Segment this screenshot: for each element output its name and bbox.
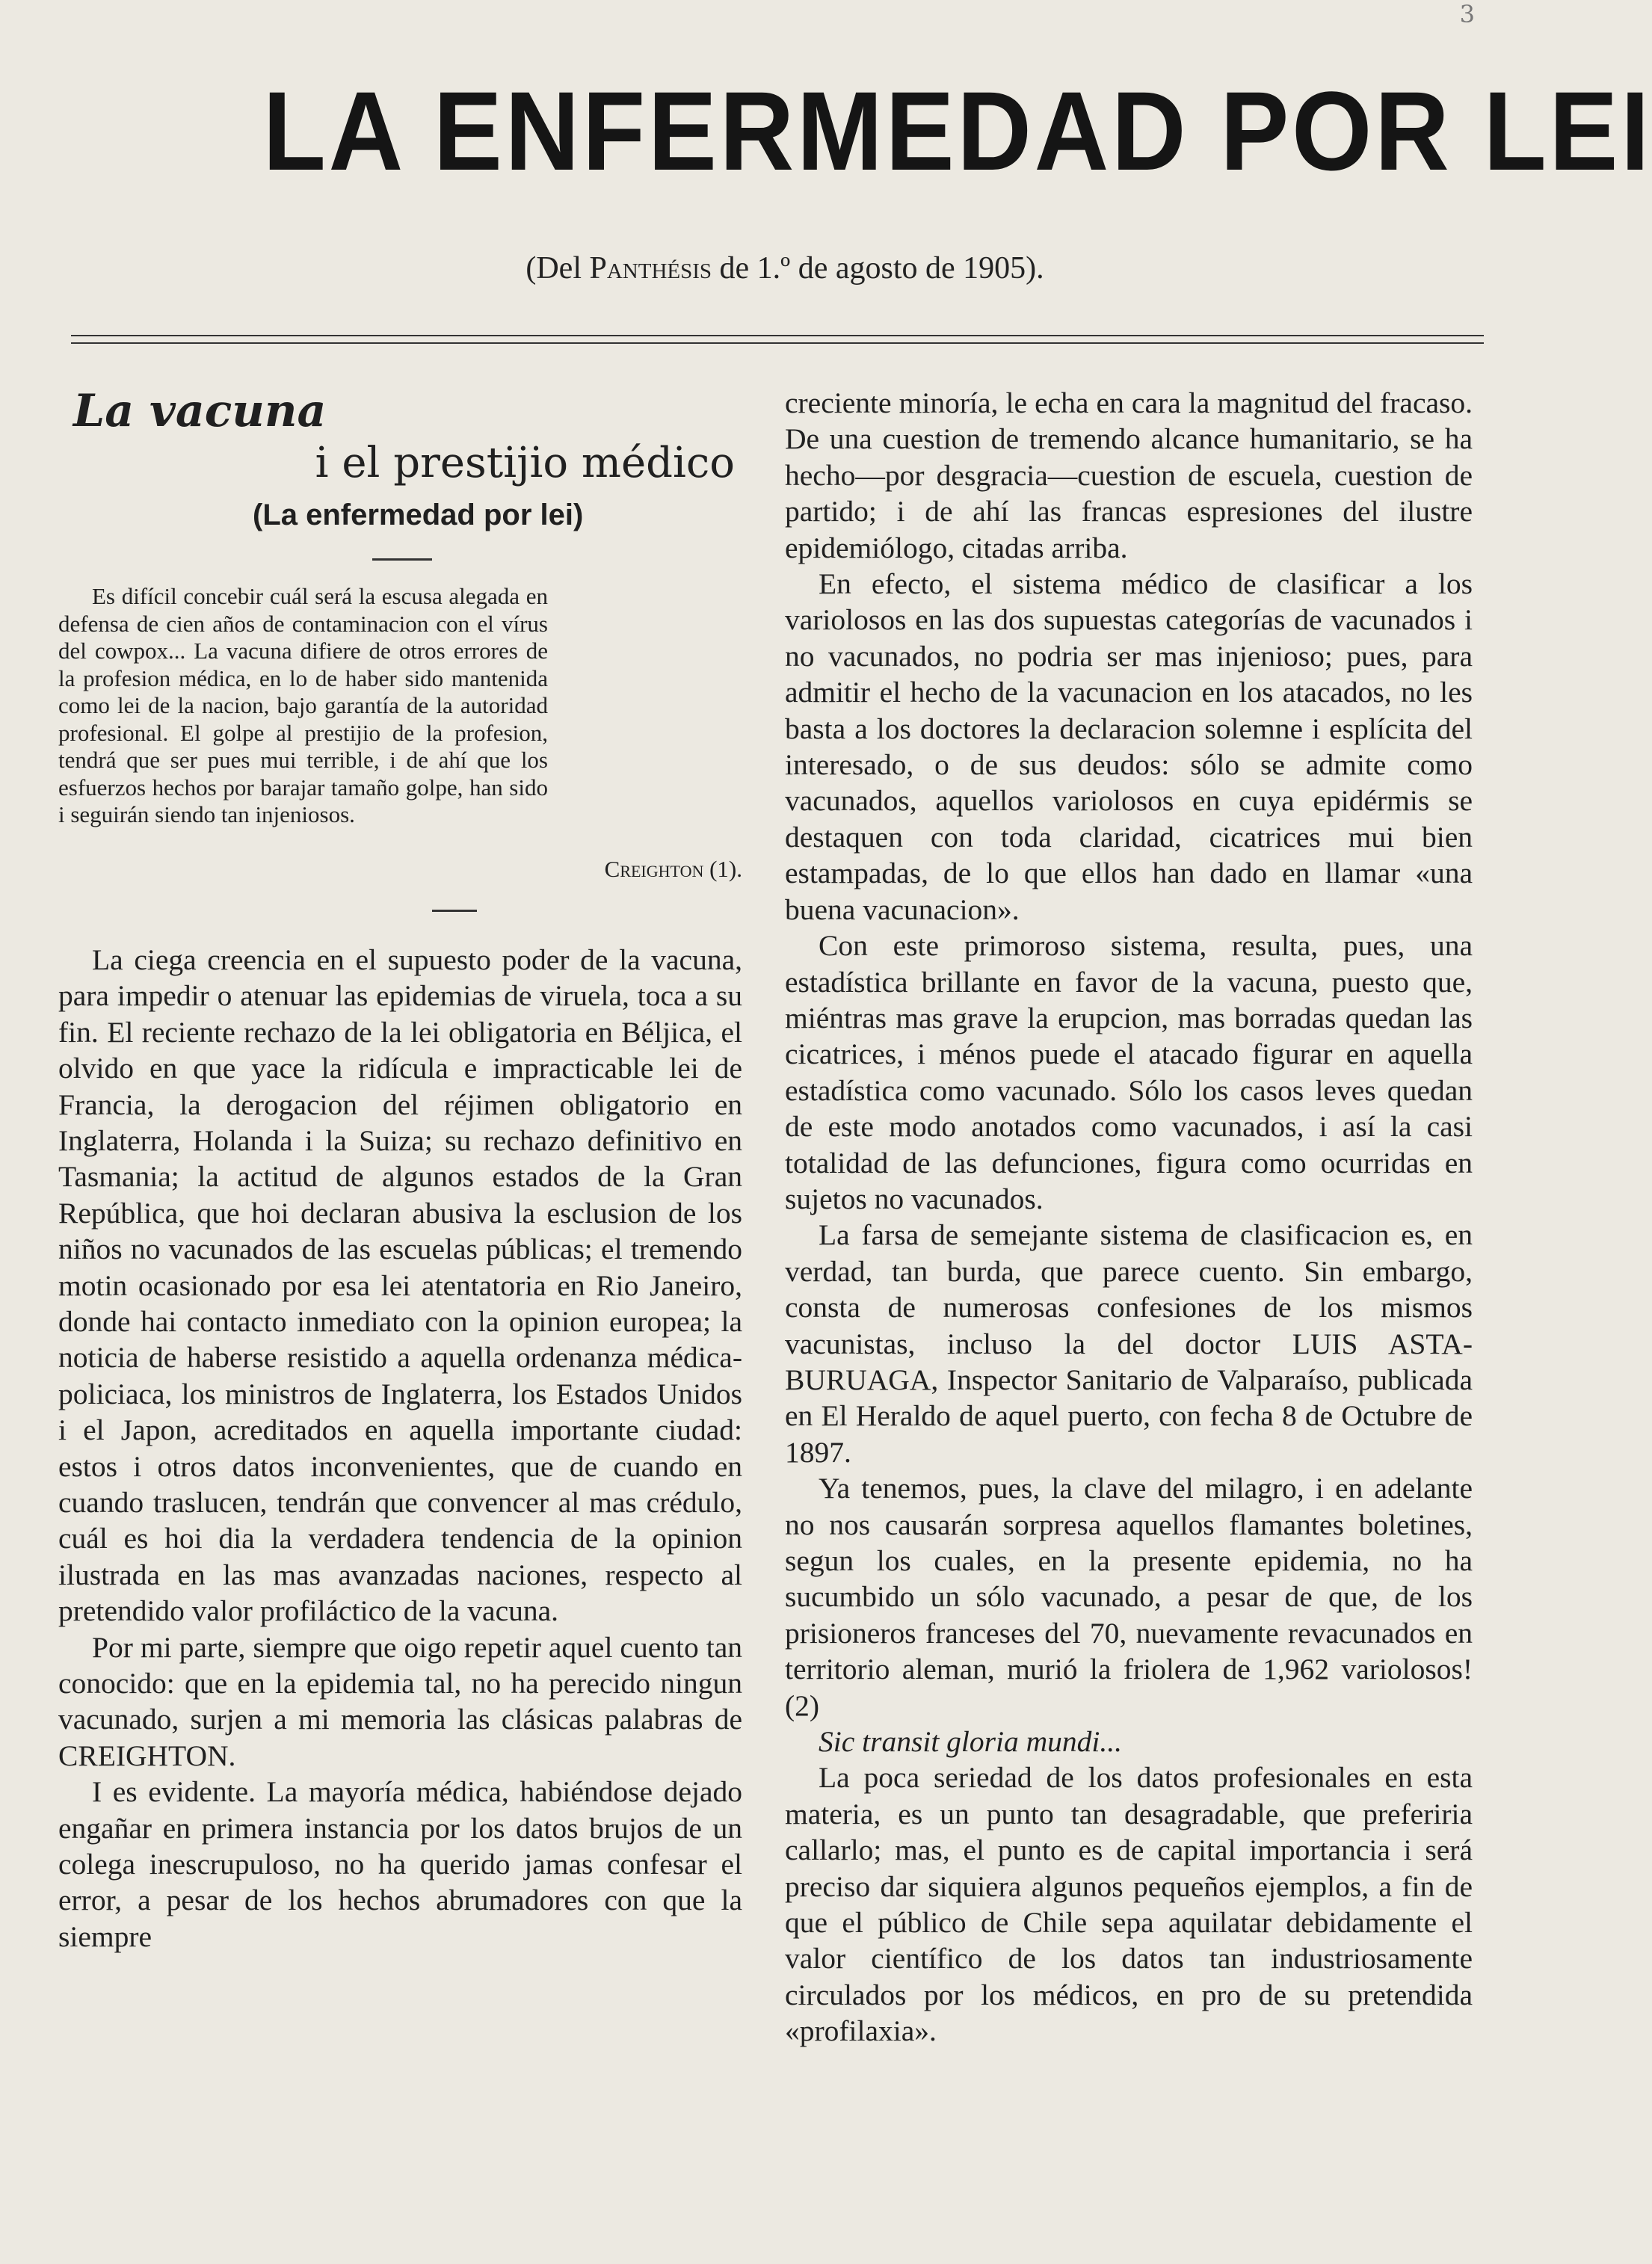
epigraph: Es difícil concebir cuál será la escusa alegada en defensa de cien años de contaminacion con el vírus del cowpox... La vacuna difiere de otros errores de la profesion médica, en lo de haber sido mantenida como lei de la nacion, bajo garantía de la autoridad profesional. El golpe al prestijio de la profesion, tendrá que ser pues mui terrible, i de ahí que los esfuerzos hechos por barajar tamaño golpe, han sido i seguirán siendo tan injeniosos. [58, 583, 548, 827]
right-paragraph-1: creciente minoría, le echa en cara la magnitud del fracaso. De una cuestion de tremendo alcance humanitario, se ha hecho—por desgracia—cuestion de escuela, cuestion de partido; i de ahí las francas espresiones del ilustre epidemiólogo, citadas arriba. [785, 386, 1473, 564]
right-paragraph-4: La farsa de semejante sistema de clasificacion es, en verdad, tan burda, que parece cuento. Sin embargo, consta de numerosas confesiones de los mismos vacunistas, incluso la del doctor LUIS ASTA-BURUAGA, Inspector Sanitario de Valparaíso, publicada en El Heraldo de aquel puerto, con fecha 8 de Octubre de 1897. [785, 1218, 1473, 1469]
epigraph-signature: Creighton (1). [604, 855, 742, 882]
subtitle-post: de 1.º de agosto de 1905). [712, 251, 1044, 286]
right-paragraph-3: Con este primoroso sistema, resulta, pues, una estadística brillante en favor de la vacuna, puesto que, miéntras mas grave la erupcion, mas borradas quedan las cicatrices, i ménos puede el atacado figurar en aquella estadística como vacunado. Sólo los casos leves quedan de este modo anotados como vacunados, i así la casi totalidad de las defunciones, figura como ocurridas en sujetos no vacunados. [785, 929, 1473, 1215]
subtitle-source: Panthésis [589, 251, 712, 286]
article-heading-line1: La vacuna [73, 385, 327, 437]
subtitle-pre: (Del [526, 251, 590, 286]
left-column [58, 385, 742, 1955]
heading-divider [372, 558, 432, 561]
right-paragraph-2: En efecto, el sistema médico de clasificar a los variolosos en las dos supuestas categorías de vacunados i no vacunados, no podria ser mas injenioso; pues, para admitir el hecho de la vacunacion en los atacados, no les basta a los doctores la declaracion solemne i esplícita del interesado, o de sus deudos: sólo se admite como vacunados, aquellos variolosos en cuya epidérmis se destaquen con toda claridad, cicatrices mui bien estampadas, de lo que ellos han dado en llamar «una buena vacunacion». [785, 567, 1473, 926]
header-rule-top [71, 335, 1484, 336]
article-heading-line2: i el prestijio médico [315, 439, 735, 487]
right-paragraph-5: Ya tenemos, pues, la clave del milagro, i en adelante no nos causarán sorpresa aquellos flamantes boletines, segun los cuales, en la presente epidemia, no ha sucumbido un sólo vacunado, a pesar de que, de los prisioneros franceses del 70, nuevamente revacunados en territorio aleman, murió la friolera de 1,962 variolosos! (2) [785, 1472, 1473, 1722]
right-column [785, 385, 1473, 2049]
right-paragraph-6: Sic transit gloria mundi... [819, 1725, 1122, 1759]
article-heading-line3: (La enfermedad por lei) [253, 499, 584, 531]
epigraph-divider [432, 910, 477, 912]
subtitle [449, 250, 1121, 286]
page-number: 3 [1459, 0, 1475, 28]
page-title: LA ENFERMEDAD POR LEI [262, 68, 1652, 194]
header-rule-bottom [71, 342, 1484, 344]
left-paragraph-3: I es evidente. La mayoría médica, habiéndose dejado engañar en primera instancia por los datos brujos de un colega inescrupuloso, no ha querido jamas confesar el error, a pesar de los hechos abrumadores con que la siempre [58, 1775, 742, 1953]
left-paragraph-1: La ciega creencia en el supuesto poder de la vacuna, para impedir o atenuar las epidemias de viruela, toca a su fin. El reciente rechazo de la lei obligatoria en Béljica, el olvido en que yace la ridícula e impracticable lei de Francia, la derogacion del réjimen obligatorio en Inglaterra, Holanda i la Suiza; su rechazo definitivo en Tasmania; la actitud de algunos estados de la Gran República, que hoi declaran abusiva la esclusion de los niños no vacunados de las escuelas públicas; el tremendo motin ocasionado por esa lei atentatoria en Rio Janeiro, donde hai contacto inmediato con la opinion europea; la noticia de haberse resistido a aquella ordenanza médica-policiaca, los ministros de Inglaterra, los Estados Unidos i el Japon, acreditados en aquella importante ciudad: estos i otros datos inconvenientes, que de cuando en cuando traslucen, tendrán que convencer al mas crédulo, cuál es hoi dia la verdadera tendencia de la opinion ilustrada en las mas avanzadas naciones, respecto al pretendido valor profiláctico de la vacuna. [58, 943, 742, 1628]
right-paragraph-7: La poca seriedad de los datos profesionales en esta materia, es un punto tan desagradable, que preferiria callarlo; mas, el punto es de capital importancia i será preciso dar siquiera algunos pequeños ejemplos, a fin de que el público de Chile sepa aquilatar debidamente el valor científico de los datos tan industriosamente circulados por los médicos, en pro de su pretendida «profilaxia». [785, 1761, 1473, 2048]
left-paragraph-2: Por mi parte, siempre que oigo repetir aquel cuento tan conocido: que en la epidemia tal, no ha perecido ningun vacunado, surjen a mi memoria las clásicas palabras de CREIGHTON. [58, 1630, 742, 1772]
